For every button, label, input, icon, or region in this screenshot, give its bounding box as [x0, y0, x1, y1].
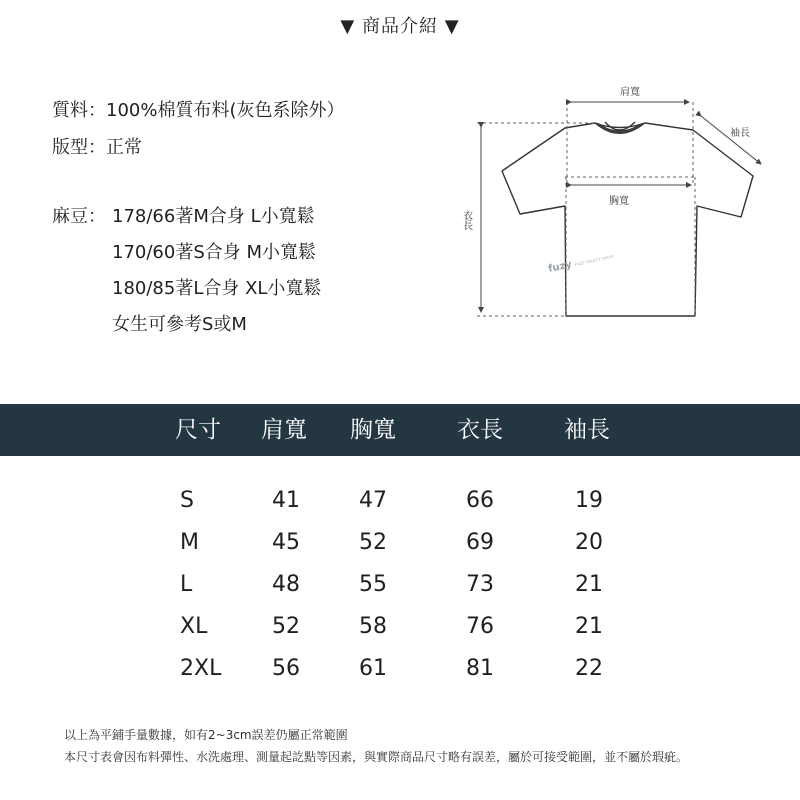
note-disclaimer: 本尺寸表會因布料彈性、水洗處理、測量起訖點等因素，與實際商品尺寸略有誤差，屬於可接受範圍，並不屬於瑕疵。	[64, 750, 689, 764]
size-table-cell: 69	[466, 530, 494, 555]
model-line-3: 180/85著L合身 XL小寬鬆	[112, 278, 322, 299]
tshirt-measurement-diagram	[455, 80, 785, 330]
header-shoulder: 肩寬	[261, 417, 307, 443]
size-table-cell: 47	[359, 488, 387, 513]
size-table-cell: 20	[575, 530, 603, 555]
size-table-cell: 56	[272, 656, 300, 681]
length-label: 衣長	[460, 210, 472, 230]
size-table-cell: 22	[575, 656, 603, 681]
size-table-cell: 81	[466, 656, 494, 681]
size-label: S	[180, 488, 194, 513]
size-table-cell: 45	[272, 530, 300, 555]
header-chest: 胸寬	[350, 417, 396, 443]
size-table-cell: 21	[575, 614, 603, 639]
size-table-cell: 19	[575, 488, 603, 513]
size-table-cell: 52	[359, 530, 387, 555]
size-table-cell: 58	[359, 614, 387, 639]
fit-spec: 版型：正常	[52, 137, 142, 158]
size-label: L	[180, 572, 193, 597]
brand-logo: fuzy	[547, 259, 573, 275]
tshirt-outline	[502, 122, 753, 316]
shoulder-label: 肩寬	[620, 87, 640, 98]
header-sleeve: 袖長	[564, 417, 610, 443]
model-line-1: 178/66著M合身 L小寬鬆	[112, 206, 315, 227]
model-label: 麻豆：	[52, 206, 106, 227]
header-length: 衣長	[457, 417, 503, 443]
section-title: ▼ 商品介紹 ▼	[340, 16, 460, 37]
model-line-4: 女生可參考S或M	[112, 314, 247, 335]
brand-subtitle: FUZY SELECT SHOP	[574, 253, 614, 267]
note-measurement: 以上為平鋪手量數據，如有2~3cm誤差仍屬正常範圍	[64, 728, 348, 742]
material-spec: 質料：100%棉質布料(灰色系除外）	[52, 100, 345, 121]
header-size: 尺寸	[175, 417, 221, 443]
size-label: 2XL	[180, 656, 222, 681]
size-table-cell: 73	[466, 572, 494, 597]
sleeve-label: 袖長	[730, 128, 750, 139]
size-table-cell: 41	[272, 488, 300, 513]
size-table-cell: 61	[359, 656, 387, 681]
size-table-cell: 52	[272, 614, 300, 639]
size-table-cell: 21	[575, 572, 603, 597]
size-label: XL	[180, 614, 208, 639]
size-table-cell: 55	[359, 572, 387, 597]
size-table-cell: 76	[466, 614, 494, 639]
size-table-cell: 48	[272, 572, 300, 597]
model-line-2: 170/60著S合身 M小寬鬆	[112, 242, 317, 263]
chest-label: 胸寬	[609, 196, 629, 207]
size-label: M	[180, 530, 199, 555]
size-table-header-bar	[0, 404, 800, 456]
size-table-cell: 66	[466, 488, 494, 513]
